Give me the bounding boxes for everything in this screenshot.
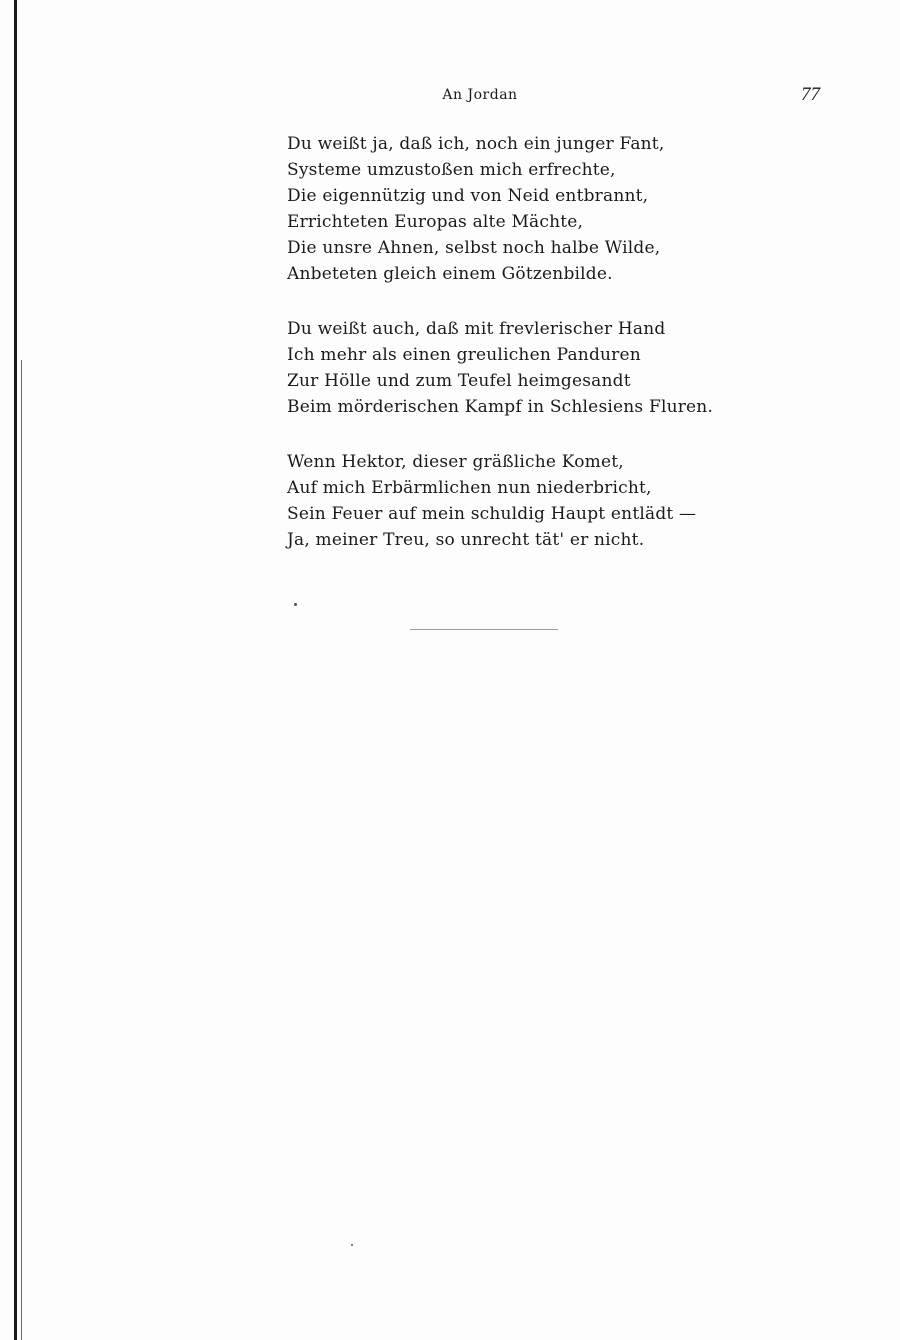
stanza-1 — [287, 131, 727, 287]
verse-line: Du weißt auch, daß mit frevlerischer Hand — [287, 319, 666, 339]
page-binding-shadow — [21, 360, 22, 1340]
verse-line: Sein Feuer auf mein schuldig Haupt entlädt — — [287, 504, 697, 524]
verse-line: Wenn Hektor, dieser gräßliche Komet, — [287, 452, 624, 472]
end-rule — [410, 629, 558, 630]
print-speck — [351, 1244, 353, 1246]
verse-line: Die unsre Ahnen, selbst noch halbe Wilde, — [287, 238, 661, 258]
verse-line: Die eigennützig und von Neid entbrannt, — [287, 186, 649, 206]
verse-line: Errichteten Europas alte Mächte, — [287, 212, 584, 232]
verse-line: Beim mörderischen Kampf in Schlesiens Fluren. — [287, 397, 714, 417]
verse-line: Anbeteten gleich einem Götzenbilde. — [287, 264, 613, 284]
verse-line: Zur Hölle und zum Teufel heimgesandt — [287, 371, 631, 391]
poem — [287, 131, 727, 582]
stanza-3 — [287, 449, 727, 553]
stanza-2 — [287, 316, 727, 420]
verse-line: Systeme umzustoßen mich erfrechte, — [287, 160, 616, 180]
verse-line: Ja, meiner Treu, so unrecht tät' er nicht. — [287, 530, 645, 550]
verse-line: Auf mich Erbärmlichen nun niederbricht, — [287, 478, 652, 498]
print-speck — [294, 603, 297, 606]
page-number: 77 — [801, 84, 820, 105]
verse-line: Ich mehr als einen greulichen Panduren — [287, 345, 641, 365]
running-title: An Jordan — [442, 87, 518, 103]
page-binding-edge — [14, 0, 17, 1340]
verse-line: Du weißt ja, daß ich, noch ein junger Fant, — [287, 134, 665, 154]
